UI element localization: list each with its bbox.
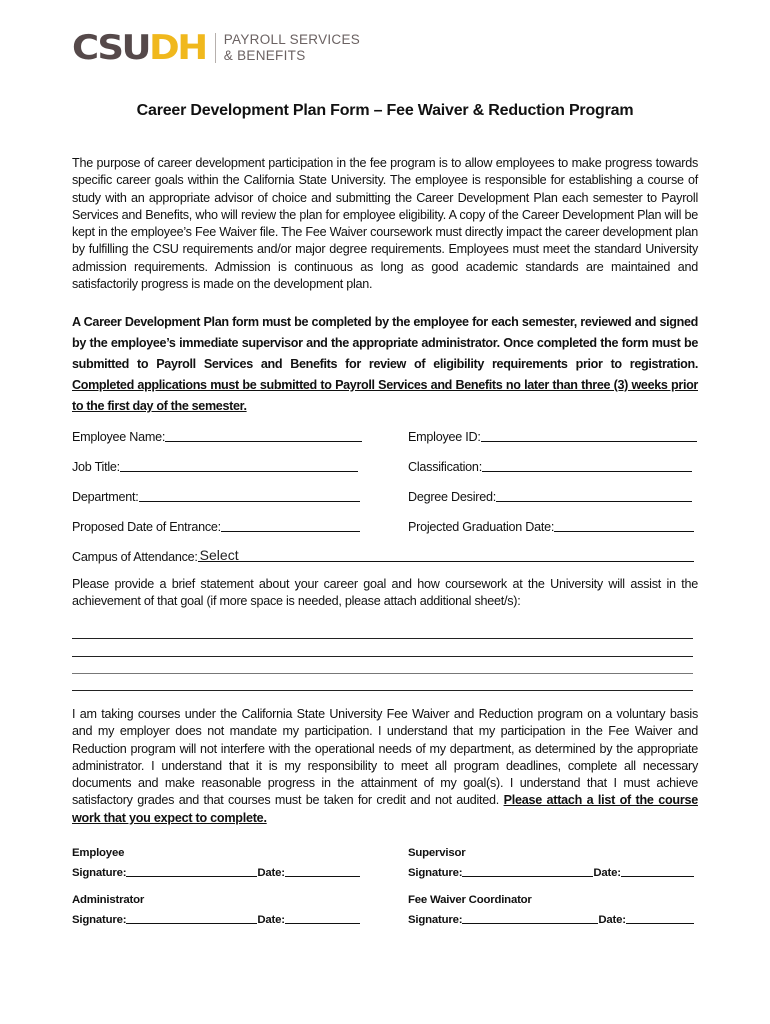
degree-desired-input[interactable] <box>496 488 692 502</box>
campus-select-value: Select <box>199 547 239 563</box>
classification-label: Classification: <box>408 460 482 474</box>
supervisor-date-label: Date: <box>593 867 621 879</box>
administrator-signature-input[interactable] <box>126 912 257 924</box>
employee-signature-label: Signature: <box>72 867 127 879</box>
page-title: Career Development Plan Form – Fee Waiver & Reduction Program <box>136 102 634 119</box>
supervisor-signature-label: Signature: <box>408 867 463 879</box>
requirement-paragraph <box>72 312 698 417</box>
employee-date-label: Date: <box>257 867 285 879</box>
administrator-date-input[interactable] <box>285 912 360 924</box>
career-goal-line-1[interactable] <box>72 638 693 639</box>
deadline-notice: Completed applications must be submitted to Payroll Services and Benefits no later than three (3) weeks prior to the first day of the semester. <box>72 378 698 413</box>
consent-text: I am taking courses under the California State University Fee Waiver and Reduction program on a voluntary basis and my employer does not mandate my participation. I understand that my participation in the Fee Waiver and Reduction program will not interfere with the operational needs of my department, as determined by the appropriate administrator. I understand that it is my responsibility to meet all program deadlines, complete all necessary documents and make reasonable progress in the attainment of my goal(s). I understand that I must achieve satisfactory grades and that courses must be taken for credit and not audited. <box>72 707 698 808</box>
supervisor-signature-block <box>408 845 694 879</box>
job-title-field[interactable] <box>72 456 358 474</box>
department-field[interactable] <box>72 486 360 504</box>
administrator-signature-label: Signature: <box>72 914 127 926</box>
campus-label: Campus of Attendance: <box>72 550 198 564</box>
coordinator-signature-input[interactable] <box>462 912 598 924</box>
attach-notice: Please attach a list of the course work that you expect to complete. <box>72 793 698 825</box>
employee-id-input[interactable] <box>481 428 697 442</box>
logo-department-line2: & BENEFITS <box>223 48 306 63</box>
proposed-date-field[interactable] <box>72 516 360 534</box>
career-goal-prompt: Please provide a brief statement about your career goal and how coursework at the University will assist in the achievement of that goal (if more space is needed, please attach additional sheet/s): <box>72 577 698 609</box>
requirement-text: A Career Development Plan form must be completed by the employee for each semester, reviewed and signed by the employee’s immediate supervisor and the appropriate administrator. Once completed the form must be submitted to Payroll Services and Benefits for review of eligibility requirements prior to registration. <box>72 315 698 371</box>
employee-name-field[interactable] <box>72 426 362 444</box>
logo-dh-text: DH <box>149 27 206 68</box>
employee-id-field[interactable] <box>408 426 697 444</box>
employee-name-label: Employee Name: <box>72 430 166 444</box>
coordinator-role-label: Fee Waiver Coordinator <box>408 894 532 906</box>
employee-signature-input[interactable] <box>126 865 257 877</box>
intro-paragraph: The purpose of career development participation in the fee program is to allow employees to make progress towards specific career goals within the California State University. The employee is responsible for establishing a course of study with an appropriate advisor of choice and submitting the Career Development Plan each semester to Payroll Services and Benefits, who will review the plan for employee eligibility. A copy of the Career Development Plan will be kept in the employee’s Fee Waiver file. The Fee Waiver coursework must directly impact the career development plan by fulfilling the CSU requirements and/or major degree requirements. Employees must meet the standard University admission requirements. Admission is continuous as long as good academic standards are maintained and satisfactorily progress is made on the development plan. <box>72 156 698 292</box>
job-title-label: Job Title: <box>72 460 120 474</box>
employee-date-input[interactable] <box>285 865 360 877</box>
supervisor-role-label: Supervisor <box>408 847 466 859</box>
administrator-date-label: Date: <box>257 914 285 926</box>
coordinator-signature-label: Signature: <box>408 914 463 926</box>
supervisor-date-input[interactable] <box>621 865 694 877</box>
proposed-date-input[interactable] <box>221 518 360 532</box>
campus-select[interactable] <box>198 548 694 562</box>
classification-field[interactable] <box>408 456 692 474</box>
supervisor-signature-input[interactable] <box>462 865 593 877</box>
career-goal-line-4[interactable] <box>72 690 693 691</box>
employee-role-label: Employee <box>72 847 125 859</box>
coordinator-date-label: Date: <box>598 914 626 926</box>
consent-paragraph <box>72 706 698 827</box>
classification-input[interactable] <box>482 458 692 472</box>
degree-desired-field[interactable] <box>408 486 692 504</box>
administrator-role-label: Administrator <box>72 894 145 906</box>
logo-department <box>224 32 360 64</box>
logo-csu-text: CSU <box>72 27 150 68</box>
graduation-date-field[interactable] <box>408 516 694 534</box>
employee-name-input[interactable] <box>165 428 362 442</box>
employee-signature-block <box>72 845 360 879</box>
campus-field[interactable] <box>72 546 694 564</box>
graduation-date-input[interactable] <box>554 518 694 532</box>
csudh-logo <box>72 27 361 68</box>
career-goal-line-2[interactable] <box>72 656 693 657</box>
employee-id-label: Employee ID: <box>408 430 481 444</box>
career-goal-line-3[interactable] <box>72 673 693 674</box>
administrator-signature-block <box>72 892 360 926</box>
logo-department-line1: PAYROLL SERVICES <box>223 32 361 47</box>
proposed-date-label: Proposed Date of Entrance: <box>72 520 221 534</box>
job-title-input[interactable] <box>120 458 358 472</box>
logo-divider <box>215 33 216 63</box>
coordinator-signature-block <box>408 892 694 926</box>
coordinator-date-input[interactable] <box>626 912 694 924</box>
department-input[interactable] <box>139 488 360 502</box>
graduation-date-label: Projected Graduation Date: <box>408 520 555 534</box>
degree-desired-label: Degree Desired: <box>408 490 496 504</box>
department-label: Department: <box>72 490 139 504</box>
